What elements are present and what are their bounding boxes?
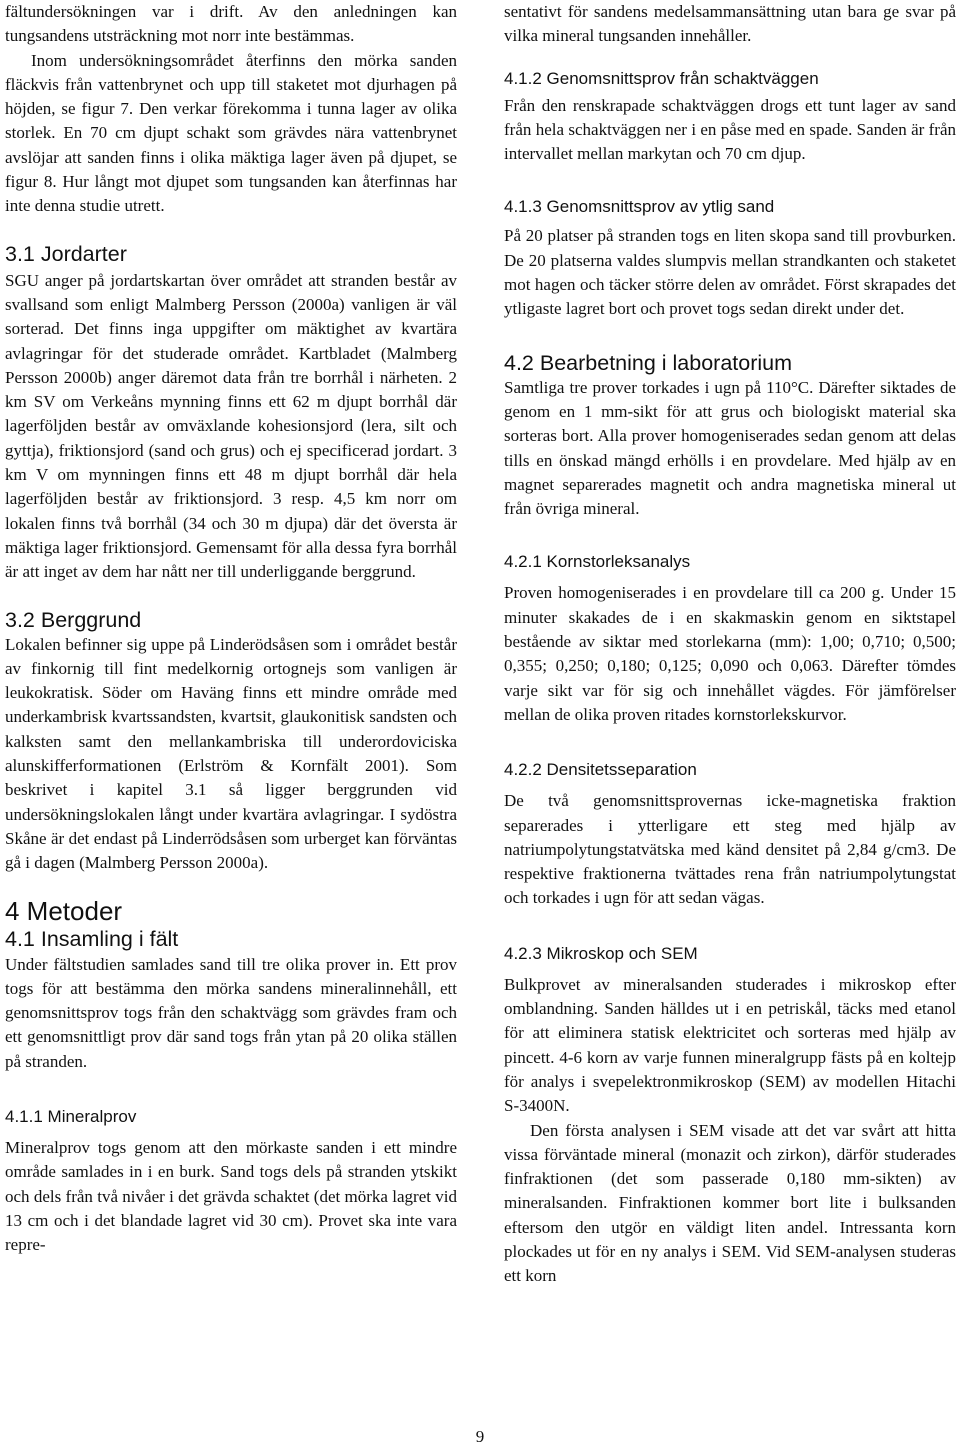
subsection-heading-4-2-2: 4.2.2 Densitetsseparation bbox=[504, 760, 697, 780]
paragraph: De två genomsnittsprovernas icke-magnetiska fraktion separerades i ytterligare ett steg med hjälp av natriumpolytungstatvätska med känd densitet på 2,84 g/cm3. De respektive fraktionerna tvättades rena från natriumpolytungstat och torkades i ugn för att sedan vägas. bbox=[504, 791, 956, 908]
paragraph: Lokalen befinner sig uppe på Linderödsåsen som i området består av finkornig till fint medelkornig ortognejs som vanligen är leukokratisk. Söder om Haväng finns ett mindre område med underkambrisk kvartssandsten, kvartsit, glaukonitisk sandsten och kalksten samt den mellankambriska till underordoviciska alunskifferformationen (Erlström & Kornfält 2001). Som beskrivet i kapitel 3.1 så ligger berggrunden vid undersökningslokalen långt under kvartära avlagringar. I sydöstra Skåne är det endast på Linderrödsåsen som urberget kan förväntas gå i dagen (Malmberg Persson 2000a). bbox=[5, 634, 457, 873]
subsection-heading-4-2-1: 4.2.1 Kornstorleksanalys bbox=[504, 552, 691, 572]
paragraph: SGU anger på jordartskartan över området att stranden består av svallsand som enligt Malmberg Persson (2000a) vanligen är väl sorterad. Det finns inga uppgifter om mäktighet av kvartära avlagringar för det studerade området. Kartbladet (Malmberg Persson 2000b) anger däremot data från tre borrhål i närheten. 2 km SV om Verkeåns mynning finns ett 62 m djupt borrhål där lagerföljden består av omväxlande kohesionsjord (lera, silt och gyttja), friktionsjord (sand och grus) och ej specificerad jordart. 3 km V om mynningen finns ett 48 m djupt borrhål där hela lagerföljden består av friktionsjord. 3 resp. 4,5 km norr om lokalen finns två borrhål (34 och 30 m djupa) där det översta är mäktiga lager friktionsjord. Gemensamt för alla dessa fyra borrhål är att inget av dem har nått ner till underliggande berggrund. bbox=[5, 270, 457, 582]
subsection-heading-4-1-2: 4.1.2 Genomsnittsprov från schaktväggen bbox=[504, 68, 819, 88]
paragraph: sentativt för sandens medelsammansättning utan bara ge svar på vilka mineral tungsanden innehåller. bbox=[504, 2, 956, 46]
page-number: 9 bbox=[475, 1427, 485, 1446]
paragraph: Den första analysen i SEM visade att det var svårt att hitta vissa förväntade mineral (monazit och zirkon), därför studerades finfraktionen (det som passerade 0,180 mm-sikten) av mineralsanden. Finfraktionen kommer bort lite i bulksanden eftersom den utgör en väldigt liten andel. Intressanta korn plockades ut för en ny analys i SEM. Vid SEM-analysen studeras ett korn bbox=[504, 1120, 956, 1286]
paragraph: Mineralprov togs genom att den mörkaste sanden i ett mindre område samlades in i en burk. Sand togs dels på stranden ytskikt och dels från två nivåer i det grävda schaktet (det mörka lagret vid 13 cm och i det blandade lagret vid 30 cm). Provet ska inte vara repre- bbox=[5, 1137, 457, 1255]
subsection-heading-4-1-3: 4.1.3 Genomsnittsprov av ytlig sand bbox=[504, 197, 775, 217]
subsection-heading-4-1-1: 4.1.1 Mineralprov bbox=[5, 1106, 137, 1126]
paragraph: Proven homogeniserades i en provdelare till ca 200 g. Under 15 minuter skakades de i en skakmaskin genom en siktstapel bestående av siktar med storlekarna (mm): 1,00; 0,710; 0,500; 0,355; 0,250; 0,180; 0,125; 0,090 och 0,063. Därefter tömdes varje sikt var för sig och innehållet vägdes. För jämförelser mellan de olika proven ritades kornstorlekskurvor. bbox=[504, 583, 956, 724]
paragraph: På 20 platser på stranden togs en liten skopa sand till provburken. De 20 platserna valdes slumpvis mellan strandkanten och staketet mot hagen och täcker större delen av området. Först skrapades det ytligaste lagret bort och provet togs sedan direkt under det. bbox=[504, 226, 956, 319]
section-heading-3-1: 3.1 Jordarter bbox=[5, 241, 127, 266]
paragraph: Bulkprovet av mineralsanden studerades i mikroskop efter omblandning. Sanden hälldes ut i en petriskål, täcks med etanol för att eliminera statisk elektricitet och sorteras med hjälp av pincett. 4-6 korn av varje funnen mineralgrupp fästs på en koltejp för analys i svepelektronmikroskop (SEM) av modellen Hitachi S-3400N. bbox=[504, 974, 956, 1116]
right-column bbox=[504, 0, 956, 1289]
paragraph: Samtliga tre prover torkades i ugn på 110°C. Därefter siktades de genom en 1 mm-sikt för att grus och biologiskt material ska sorteras bort. Alla prover homogeniserades sedan genom att delas tills en önskad mängd erhölls i en provdelare. Med hjälp av en magnet separerades magnetit och andra magnetiska mineral ut från övriga mineral. bbox=[504, 377, 956, 519]
section-heading-4-1: 4.1 Insamling i fält bbox=[5, 926, 179, 951]
paragraph: Inom undersökningsområdet återfinns den mörka sanden fläckvis från vattenbrynet och upp till staketet mot djurhagen på höjden, se figur 7. Den verkar förekomma i tunna lager av olika storlek. En 70 cm djupt schakt som grävdes nära vattenbrynet avslöjar att sanden finns i olika mäktiga lager även på djupet, se figur 8. Hur långt mot djupet som tungsanden kan återfinnas har inte denna studie utrett. bbox=[5, 50, 457, 216]
chapter-heading-4: 4 Metoder bbox=[5, 895, 123, 926]
section-heading-4-2: 4.2 Bearbetning i laboratorium bbox=[504, 350, 793, 375]
subsection-heading-4-2-3: 4.2.3 Mikroskop och SEM bbox=[504, 943, 698, 963]
paragraph: fältundersökningen var i drift. Av den anledningen kan tungsandens utsträckning mot norr inte bestämmas. bbox=[5, 2, 457, 46]
paragraph: Från den renskrapade schaktväggen drogs ett tunt lager av sand från hela schaktväggen ner i en påse med en spade. Sanden är från intervallet mellan markytan och 70 cm djup. bbox=[504, 95, 956, 164]
left-column bbox=[5, 0, 457, 1257]
paragraph: Under fältstudien samlades sand till tre olika prover in. Ett prov togs för att bestämma den mörka sandens mineralinnehåll, ett genomsnittsprov togs från den schaktvägg som grävdes fram och ett genomsnittligt prov där sand togs från ytan på 20 olika ställen på stranden. bbox=[5, 954, 457, 1071]
section-heading-3-2: 3.2 Berggrund bbox=[5, 607, 142, 632]
